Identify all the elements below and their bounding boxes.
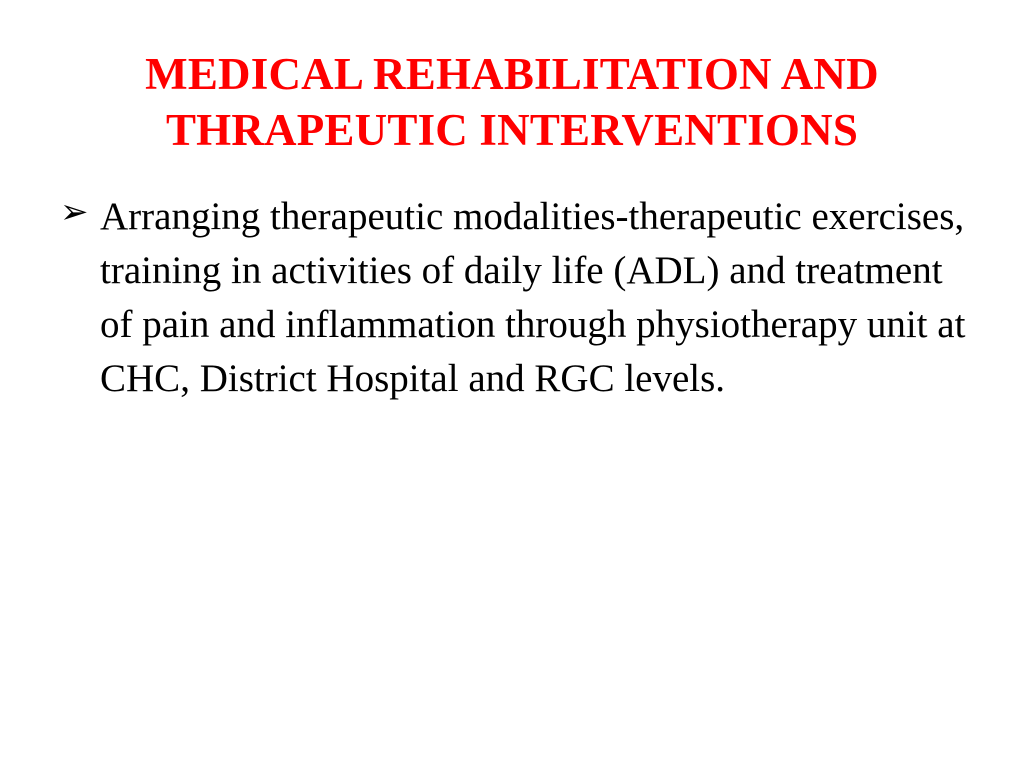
bullet-list [60, 190, 980, 406]
slide-title-line: MEDICAL REHABILITATION AND [145, 49, 879, 99]
slide-title [0, 46, 1024, 158]
bullet-item [60, 190, 980, 406]
bullet-text: Arranging therapeutic modalities-therapeutic exercises, training in activities of daily life (ADL) and treatment of pain and inflammation through physiotherapy unit at CHC, District Hospital and RGC levels. [100, 195, 966, 400]
arrowhead-bullet-icon: ➢ [60, 192, 89, 232]
slide-title-line: THRAPEUTIC INTERVENTIONS [165, 105, 859, 155]
